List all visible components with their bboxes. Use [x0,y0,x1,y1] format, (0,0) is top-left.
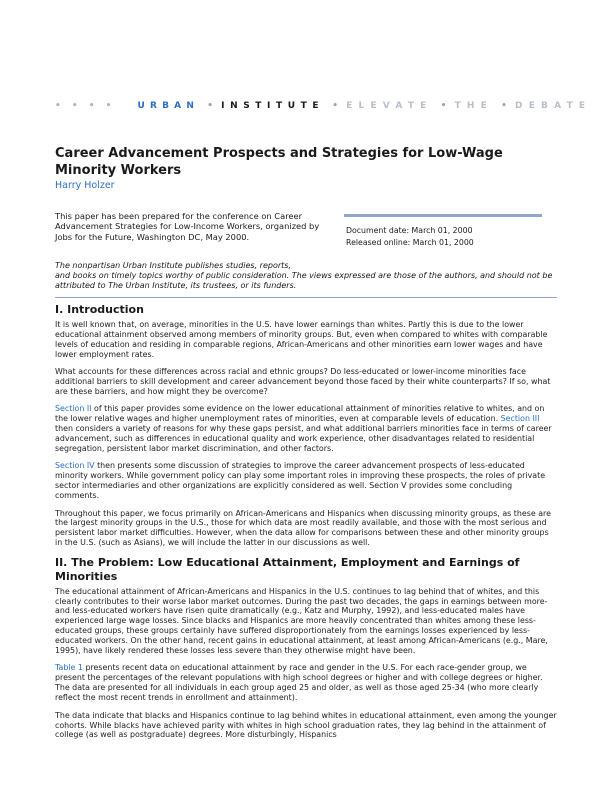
banner-elevate: ELEVATE [346,101,433,111]
section-divider [55,297,557,298]
paragraph: The educational attainment of African-Americans and Hispanics in the U.S. continues to lag behind that of whites, and this clearly contributes to their worse labor market outcomes. During the past two decades, the gaps in earnings between more- and less-educated workers have risen quite dramatically (e.g., Katz and Murphy, 1992), and less-educated males have experienced large wage losses. Since blacks and Hispanics are more heavily concentrated than whites among these less-educated groups, these groups certainly have suffered disproportionately from the earnings losses experienced by less-educated workers. On the other hand, recent gains in educational attainment, at least among African-Americans (e.g., Mare, 1995), have likely rendered these losses less severe than they otherwise might have been. [55,586,548,656]
paragraph: It is well known that, on average, minorities in the U.S. have lower earnings than whites. Partly this is due to the lower educational attainment observed among members of minority groups. But, even when compared to whites with comparable levels of education and residing in comparable regions, African-Americans and other minorities earn lower wages and have lower employment rates. [55,320,548,359]
paragraph: What accounts for these differences across racial and ethnic groups? Do less-educated or lower-income minorities face additional barriers to skill development and career advancement beyond those faced by their white counterparts? If so, what are these barriers, and how might they be overcome? [55,367,551,396]
page-title: Career Advancement Prospects and Strategies for Low-Wage Minority Workers [55,146,503,178]
banner-urban: URBAN [137,101,200,111]
dates-divider [344,214,542,217]
banner-separator: • [207,101,213,111]
released-online-date: Released online: March 01, 2000 [346,238,474,247]
urban-institute-banner [55,101,592,112]
disclaimer-line-1: The nonpartisan Urban Institute publishes studies, reports, [55,261,291,270]
banner-separator: • [501,101,507,111]
disclaimer-line-2: and books on timely topics worthy of public consideration. The views expressed are those of the authors, and should not be attributed to The Urban Institute, its trustees, or its funders. [55,271,553,291]
paragraph [55,404,557,454]
banner-separator: • [440,101,447,111]
banner-the: THE [454,101,493,111]
paragraph-text: presents recent data on educational attainment by race and gender in the U.S. For each race-gender group, we present the percentages of the relevant populations with high school degrees or higher and with college degrees or higher. The data are presented for all individuals in each group aged 25 and older, as well as those aged 25-34 (who more clearly reflect the most recent trends in enrollment and attainment). [55,663,543,703]
article-body [55,303,557,748]
paragraph [55,663,557,703]
paragraph-text: of this paper provides some evidence on the lower educational attainment of minorities relative to whites, and on the lower relative wages and higher unemployment rates of minorities, even at comparable levels of education. [55,404,545,424]
paragraph: Throughout this paper, we focus primarily on African-Americans and Hispanics when discussing minority groups, as these are the largest minority groups in the U.S., those for which data are most readily available, and those with the most serious and persistent labor market difficulties. However, when the data allow for comparisons between these and other minority groups in the U.S. (such as Asians), we will include the latter in our discussions as well. [55,508,551,548]
banner-debate: DEBATE [515,101,592,111]
banner-institute: INSTITUTE [221,101,325,111]
author-link[interactable]: Harry Holzer [55,180,115,191]
paragraph [55,461,557,501]
banner-dots: • • • • [55,101,116,111]
section-iii-link[interactable]: Section III [500,414,540,424]
paragraph: The data indicate that blacks and Hispanics continue to lag behind whites in educational attainment, even among the younger cohorts. While blacks have achieved parity with whites in high school graduation rates, they lag behind in the attainment of college (as well as postgraduate) degrees. More disturbingly, Hispanics [55,710,557,740]
paragraph-text: then presents some discussion of strategies to improve the career advancement prospects of less-educated minority workers. While government policy can play some important roles in improving these prospects, the roles of private sector intermediaries and other organizations are explicitly considered as well. Section V provides some concluding comments. [55,461,546,501]
section-heading-introduction: I. Introduction [55,303,144,316]
section-iv-link[interactable]: Section IV [55,461,95,471]
paragraph-text: then considers a variety of reasons for why these gaps persist, and what additional barriers minorities face in terms of career advancement, such as differences in educational quality and work experience, other disadvantages related to residential segregation, persistent labor market discrimination, and other factors. [55,424,552,453]
section-ii-link[interactable]: Section II [55,404,92,414]
document-dates [346,225,474,249]
prepared-for-note: This paper has been prepared for the conference on Career Advancement Strategies for Low-Income Workers, organized by Jobs for the Future, Washington DC, May 2000. [55,211,320,242]
document-date: Document date: March 01, 2000 [346,226,473,235]
disclaimer [55,261,555,292]
table-1-link[interactable]: Table 1 [55,663,83,673]
banner-separator: • [332,101,339,111]
section-heading-problem: II. The Problem: Low Educational Attainment, Employment and Earnings of Minorities [55,555,520,583]
